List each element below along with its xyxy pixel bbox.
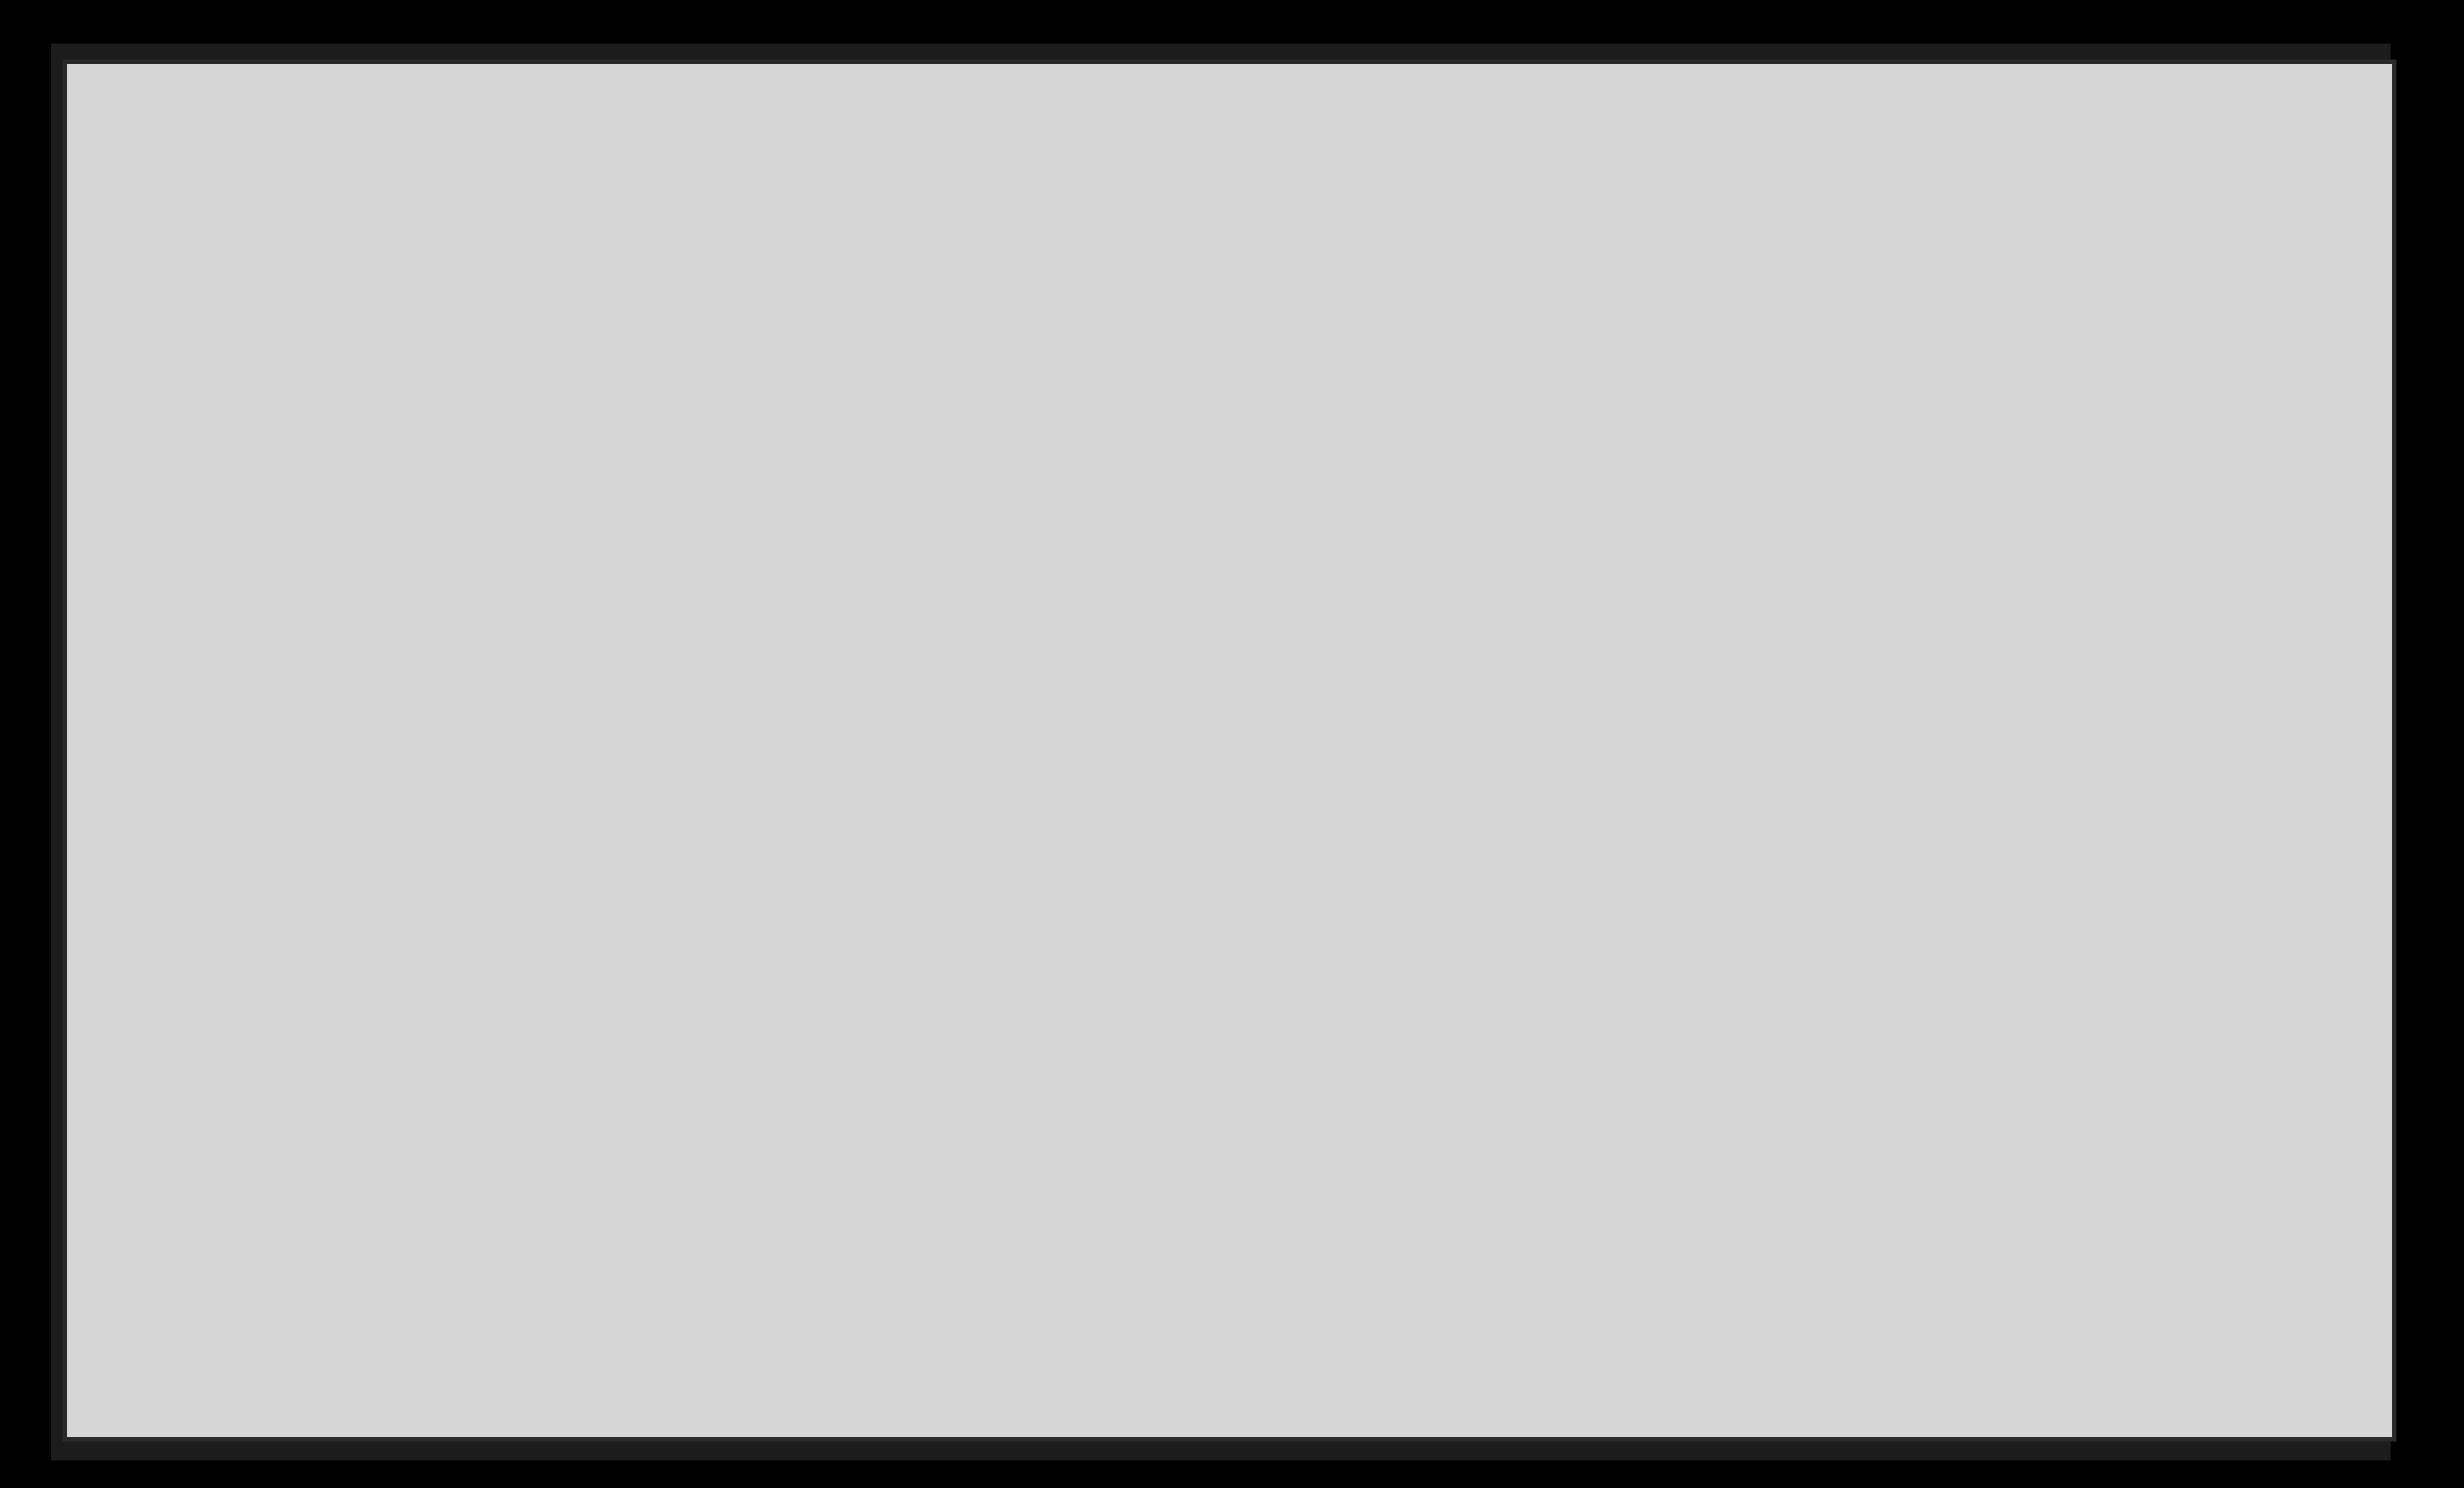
census-card-page (67, 64, 2392, 1437)
